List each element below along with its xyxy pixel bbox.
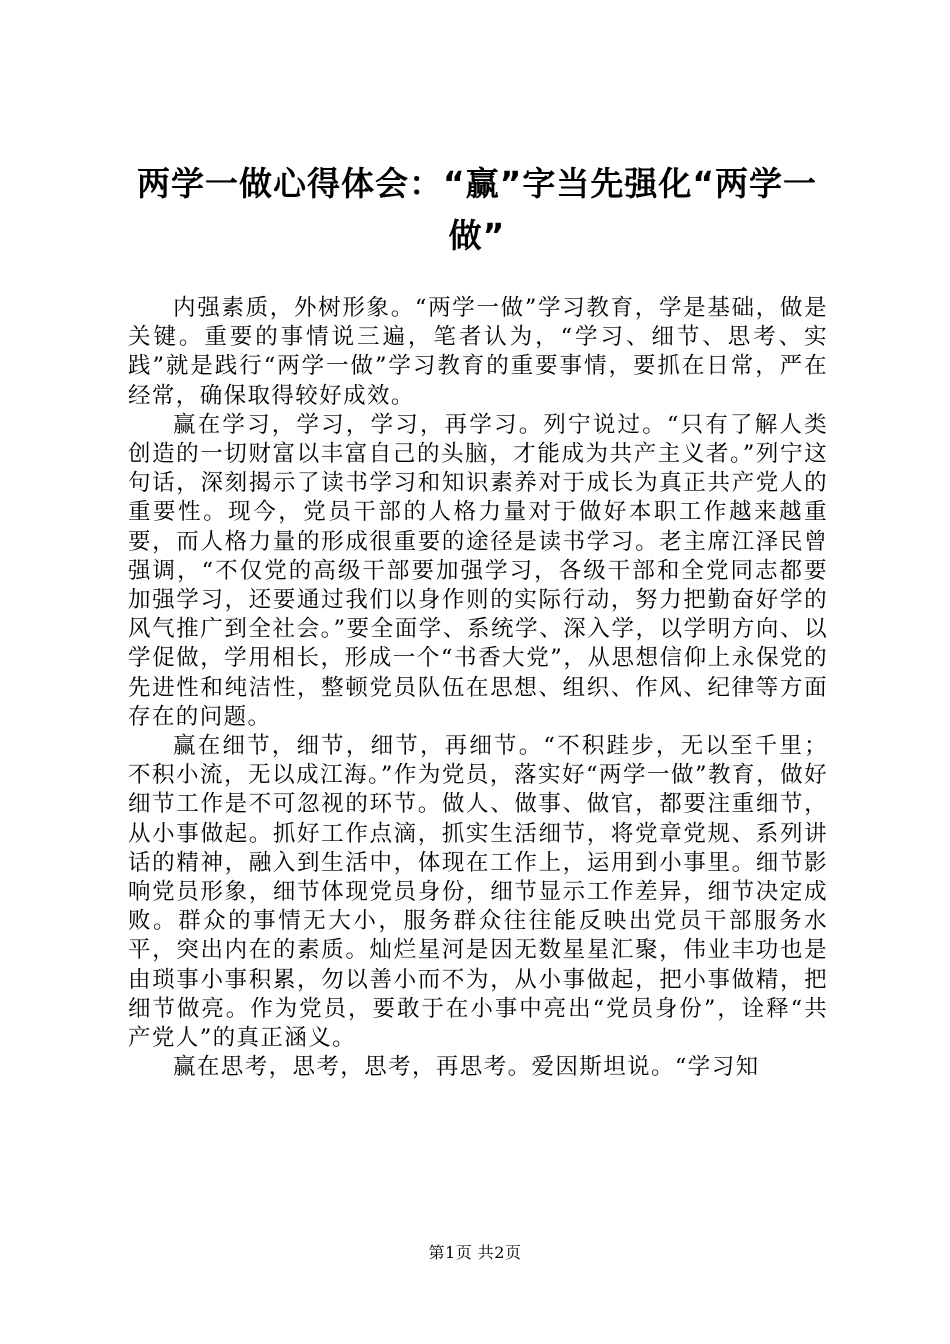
document-body	[128, 294, 828, 1082]
document-title: 两学一做心得体会：“赢”字当先强化“两学一做”	[136, 164, 818, 255]
paragraph-study: 赢在学习，学习，学习，再学习。列宁说过。“只有了解人类创造的一切财富以丰富自己的头脑，才能成为共产主义者。”列宁这句话，深刻揭示了读书学习和知识素养对于成长为真正共产党人的重要性。现今，党员干部的人格力量对于做好本职工作越来越重要，而人格力量的形成很重要的途径是读书学习。老主席江泽民曾强调，“不仅党的高级干部要加强学习，各级干部和全党同志都要加强学习，还要通过我们以身作则的实际行动，努力把勤奋好学的风气推广到全社会。”要全面学、系统学、深入学，以学明方向、以学促做，学用相长，形成一个“书香大党”，从思想信仰上永保党的先进性和纯洁性，整顿党员队伍在思想、组织、作风、纪律等方面存在的问题。	[128, 411, 828, 730]
paragraph-intro: 内强素质，外树形象。“两学一做”学习教育，学是基础，做是关键。重要的事情说三遍，笔者认为，“学习、细节、思考、实践”就是践行“两学一做”学习教育的重要事情，要抓在日常，严在经常，确保取得较好成效。	[128, 295, 828, 409]
paragraph-detail: 赢在细节，细节，细节，再细节。“不积跬步，无以至千里；不积小流，无以成江海。”作为党员，落实好“两学一做”教育，做好细节工作是不可忽视的环节。做人、做事、做官，都要注重细节，从小事做起。抓好工作点滴，抓实生活细节，将党章党规、系列讲话的精神，融入到生活中，体现在工作上，运用到小事里。细节影响党员形象，细节体现党员身份，细节显示工作差异，细节决定成败。群众的事情无大小，服务群众往往能反映出党员干部服务水平，突出内在的素质。灿烂星河是因无数星星汇聚，伟业丰功也是由琐事小事积累，勿以善小而不为，从小事做起，把小事做精，把细节做亮。作为党员，要敢于在小事中亮出“党员身份”，诠释“共产党人”的真正涵义。	[128, 733, 828, 1052]
paragraph-thinking: 赢在思考，思考，思考，再思考。爱因斯坦说。“学习知	[173, 1054, 760, 1081]
page-number-footer: 第1页 共2页	[428, 1243, 522, 1262]
